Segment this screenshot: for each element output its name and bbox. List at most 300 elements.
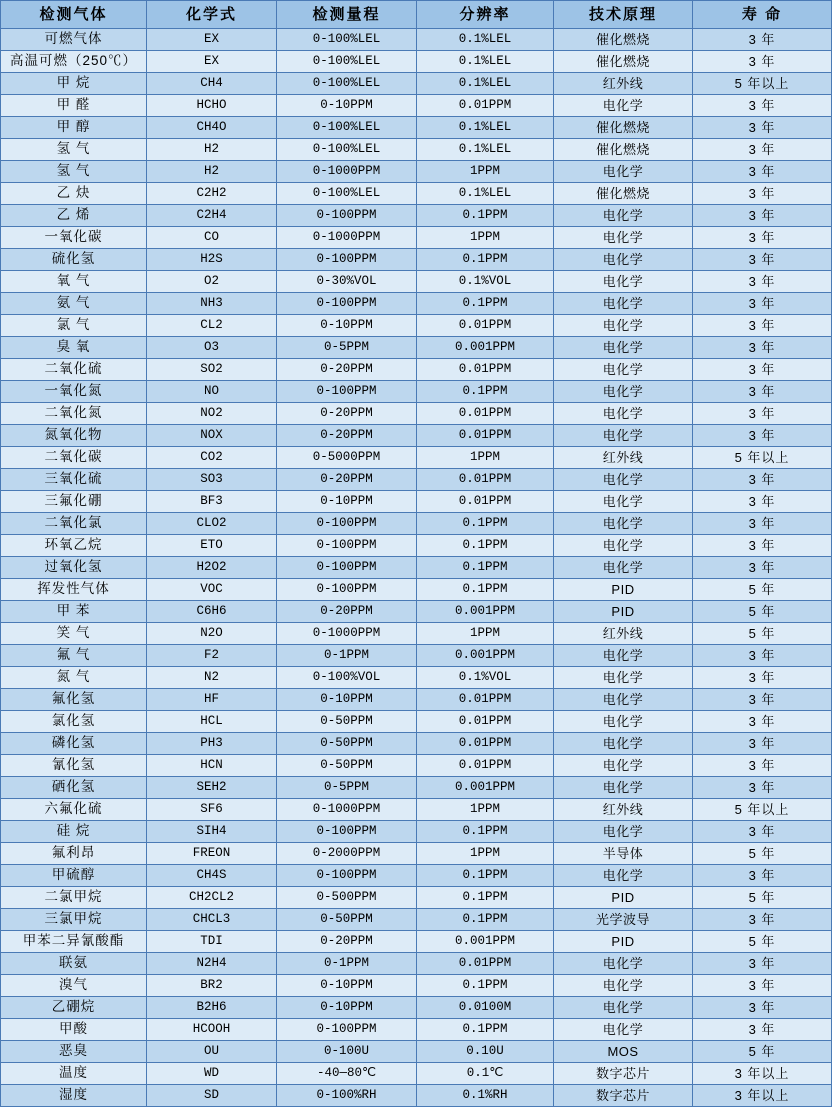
cell-lifetime: 3 年: [693, 293, 832, 315]
cell-lifetime: 5 年: [693, 843, 832, 865]
cell-lifetime: 3 年: [693, 139, 832, 161]
table-row: [1, 469, 832, 491]
column-header-technology: 技术原理: [554, 1, 693, 29]
cell-lifetime: 3 年: [693, 711, 832, 733]
cell-resolution: 0.1PPM: [417, 975, 554, 997]
cell-technology: 电化学: [554, 249, 693, 271]
cell-gas: 六氟化硫: [1, 799, 147, 821]
cell-gas: 一氧化氮: [1, 381, 147, 403]
cell-resolution: 0.1%LEL: [417, 183, 554, 205]
cell-range: 0-20PPM: [277, 931, 417, 953]
cell-gas: 硅 烷: [1, 821, 147, 843]
table-row: [1, 535, 832, 557]
table-row: [1, 865, 832, 887]
cell-resolution: 0.01PPM: [417, 359, 554, 381]
table-row: [1, 1085, 832, 1107]
cell-formula: CLO2: [147, 513, 277, 535]
cell-technology: 电化学: [554, 227, 693, 249]
cell-resolution: 1PPM: [417, 447, 554, 469]
cell-technology: 电化学: [554, 645, 693, 667]
cell-resolution: 0.001PPM: [417, 645, 554, 667]
cell-gas: 甲 醛: [1, 95, 147, 117]
cell-formula: WD: [147, 1063, 277, 1085]
cell-lifetime: 3 年以上: [693, 1063, 832, 1085]
cell-range: 0-5PPM: [277, 777, 417, 799]
cell-gas: 溴气: [1, 975, 147, 997]
cell-technology: 电化学: [554, 975, 693, 997]
cell-resolution: 0.1%LEL: [417, 51, 554, 73]
cell-gas: 氰化氢: [1, 755, 147, 777]
cell-formula: SO3: [147, 469, 277, 491]
cell-lifetime: 3 年: [693, 183, 832, 205]
cell-range: 0-100%VOL: [277, 667, 417, 689]
cell-gas: 一氧化碳: [1, 227, 147, 249]
cell-technology: PID: [554, 887, 693, 909]
cell-lifetime: 5 年: [693, 579, 832, 601]
cell-resolution: 0.1PPM: [417, 535, 554, 557]
cell-lifetime: 3 年: [693, 249, 832, 271]
cell-technology: 数字芯片: [554, 1063, 693, 1085]
cell-gas: 氧 气: [1, 271, 147, 293]
cell-technology: 半导体: [554, 843, 693, 865]
cell-technology: 电化学: [554, 689, 693, 711]
cell-range: 0-20PPM: [277, 425, 417, 447]
cell-technology: 电化学: [554, 205, 693, 227]
cell-resolution: 0.001PPM: [417, 931, 554, 953]
cell-formula: NOX: [147, 425, 277, 447]
cell-technology: 电化学: [554, 161, 693, 183]
cell-gas: 环氧乙烷: [1, 535, 147, 557]
cell-lifetime: 3 年: [693, 403, 832, 425]
cell-formula: NO: [147, 381, 277, 403]
cell-range: 0-100U: [277, 1041, 417, 1063]
cell-gas: 氮氧化物: [1, 425, 147, 447]
cell-gas: 甲 烷: [1, 73, 147, 95]
cell-formula: H2O2: [147, 557, 277, 579]
cell-lifetime: 3 年: [693, 359, 832, 381]
cell-formula: NO2: [147, 403, 277, 425]
cell-gas: 甲苯二异氰酸酯: [1, 931, 147, 953]
cell-formula: HCL: [147, 711, 277, 733]
cell-formula: F2: [147, 645, 277, 667]
cell-range: 0-100%LEL: [277, 117, 417, 139]
cell-gas: 三氯甲烷: [1, 909, 147, 931]
cell-gas: 甲 醇: [1, 117, 147, 139]
cell-range: 0-10PPM: [277, 315, 417, 337]
cell-resolution: 1PPM: [417, 623, 554, 645]
cell-lifetime: 5 年以上: [693, 73, 832, 95]
cell-resolution: 0.001PPM: [417, 777, 554, 799]
cell-formula: O2: [147, 271, 277, 293]
cell-formula: ETO: [147, 535, 277, 557]
cell-gas: 甲硫醇: [1, 865, 147, 887]
table-row: [1, 205, 832, 227]
cell-formula: CH2CL2: [147, 887, 277, 909]
cell-formula: C6H6: [147, 601, 277, 623]
cell-lifetime: 3 年: [693, 95, 832, 117]
cell-resolution: 0.1PPM: [417, 909, 554, 931]
table-row: [1, 249, 832, 271]
cell-resolution: 0.1PPM: [417, 821, 554, 843]
cell-range: 0-100%LEL: [277, 139, 417, 161]
cell-gas: 二氯甲烷: [1, 887, 147, 909]
cell-range: 0-1000PPM: [277, 623, 417, 645]
column-header-resolution: 分辨率: [417, 1, 554, 29]
cell-range: 0-1000PPM: [277, 227, 417, 249]
cell-resolution: 0.001PPM: [417, 337, 554, 359]
cell-lifetime: 3 年: [693, 469, 832, 491]
cell-lifetime: 3 年: [693, 909, 832, 931]
cell-lifetime: 3 年: [693, 557, 832, 579]
cell-lifetime: 3 年: [693, 755, 832, 777]
cell-lifetime: 3 年: [693, 117, 832, 139]
cell-technology: 电化学: [554, 997, 693, 1019]
cell-formula: SO2: [147, 359, 277, 381]
cell-formula: HCOOH: [147, 1019, 277, 1041]
cell-lifetime: 3 年: [693, 953, 832, 975]
cell-resolution: 0.01PPM: [417, 491, 554, 513]
cell-technology: 电化学: [554, 1019, 693, 1041]
cell-resolution: 0.1PPM: [417, 293, 554, 315]
cell-technology: 电化学: [554, 403, 693, 425]
cell-formula: CH4S: [147, 865, 277, 887]
cell-formula: CH4: [147, 73, 277, 95]
cell-range: 0-100PPM: [277, 579, 417, 601]
table-row: [1, 645, 832, 667]
cell-range: 0-100PPM: [277, 249, 417, 271]
cell-technology: 红外线: [554, 73, 693, 95]
cell-lifetime: 5 年以上: [693, 447, 832, 469]
table-row: [1, 975, 832, 997]
cell-formula: C2H2: [147, 183, 277, 205]
cell-technology: 电化学: [554, 513, 693, 535]
table-row: [1, 117, 832, 139]
cell-lifetime: 3 年: [693, 227, 832, 249]
cell-range: 0-100PPM: [277, 513, 417, 535]
cell-formula: CO: [147, 227, 277, 249]
cell-gas: 高温可燃（250℃）: [1, 51, 147, 73]
cell-lifetime: 3 年: [693, 51, 832, 73]
cell-resolution: 0.1PPM: [417, 513, 554, 535]
cell-technology: 电化学: [554, 315, 693, 337]
cell-range: 0-100PPM: [277, 865, 417, 887]
cell-resolution: 0.01PPM: [417, 425, 554, 447]
cell-technology: 红外线: [554, 623, 693, 645]
cell-gas: 二氧化氮: [1, 403, 147, 425]
cell-gas: 氟化氢: [1, 689, 147, 711]
cell-gas: 臭 氧: [1, 337, 147, 359]
cell-gas: 氨 气: [1, 293, 147, 315]
cell-technology: PID: [554, 579, 693, 601]
cell-lifetime: 3 年: [693, 667, 832, 689]
cell-resolution: 0.1PPM: [417, 205, 554, 227]
cell-resolution: 0.001PPM: [417, 601, 554, 623]
cell-gas: 乙 炔: [1, 183, 147, 205]
cell-range: 0-100PPM: [277, 1019, 417, 1041]
cell-range: 0-100PPM: [277, 381, 417, 403]
cell-range: 0-50PPM: [277, 755, 417, 777]
cell-resolution: 0.01PPM: [417, 689, 554, 711]
cell-formula: SIH4: [147, 821, 277, 843]
column-header-lifetime: 寿 命: [693, 1, 832, 29]
cell-lifetime: 5 年: [693, 623, 832, 645]
cell-lifetime: 3 年: [693, 425, 832, 447]
table-row: [1, 315, 832, 337]
cell-range: 0-1PPM: [277, 953, 417, 975]
cell-formula: VOC: [147, 579, 277, 601]
cell-formula: FREON: [147, 843, 277, 865]
table-row: [1, 557, 832, 579]
cell-resolution: 0.1%VOL: [417, 667, 554, 689]
cell-technology: 电化学: [554, 821, 693, 843]
cell-lifetime: 3 年: [693, 535, 832, 557]
cell-technology: 电化学: [554, 557, 693, 579]
cell-resolution: 0.01PPM: [417, 403, 554, 425]
cell-lifetime: 3 年: [693, 513, 832, 535]
cell-lifetime: 3 年: [693, 381, 832, 403]
column-header-gas: 检测气体: [1, 1, 147, 29]
cell-formula: HCN: [147, 755, 277, 777]
cell-technology: PID: [554, 601, 693, 623]
column-header-formula: 化学式: [147, 1, 277, 29]
cell-formula: SD: [147, 1085, 277, 1107]
table-row: [1, 293, 832, 315]
table-row: [1, 359, 832, 381]
cell-technology: 催化燃烧: [554, 183, 693, 205]
cell-gas: 恶臭: [1, 1041, 147, 1063]
column-header-range: 检测量程: [277, 1, 417, 29]
cell-formula: EX: [147, 29, 277, 51]
table-row: [1, 909, 832, 931]
cell-formula: N2H4: [147, 953, 277, 975]
table-row: [1, 1041, 832, 1063]
cell-formula: BR2: [147, 975, 277, 997]
cell-technology: 电化学: [554, 271, 693, 293]
table-row: [1, 755, 832, 777]
cell-technology: 红外线: [554, 799, 693, 821]
cell-formula: PH3: [147, 733, 277, 755]
cell-lifetime: 3 年: [693, 865, 832, 887]
cell-technology: 电化学: [554, 381, 693, 403]
table-row: [1, 29, 832, 51]
cell-gas: 过氧化氢: [1, 557, 147, 579]
cell-range: 0-50PPM: [277, 711, 417, 733]
cell-gas: 氢 气: [1, 161, 147, 183]
cell-gas: 硫化氢: [1, 249, 147, 271]
cell-technology: 催化燃烧: [554, 117, 693, 139]
cell-gas: 氯化氢: [1, 711, 147, 733]
cell-gas: 三氟化硼: [1, 491, 147, 513]
cell-resolution: 0.01PPM: [417, 315, 554, 337]
cell-resolution: 0.1%LEL: [417, 73, 554, 95]
cell-technology: 红外线: [554, 447, 693, 469]
cell-range: 0-5000PPM: [277, 447, 417, 469]
cell-gas: 乙 烯: [1, 205, 147, 227]
table-row: [1, 711, 832, 733]
cell-range: 0-20PPM: [277, 469, 417, 491]
cell-gas: 氮 气: [1, 667, 147, 689]
cell-range: 0-1000PPM: [277, 161, 417, 183]
cell-range: 0-100%LEL: [277, 183, 417, 205]
cell-resolution: 0.01PPM: [417, 95, 554, 117]
cell-formula: H2S: [147, 249, 277, 271]
cell-resolution: 0.1%RH: [417, 1085, 554, 1107]
table-row: [1, 95, 832, 117]
cell-resolution: 1PPM: [417, 161, 554, 183]
table-row: [1, 227, 832, 249]
cell-resolution: 1PPM: [417, 799, 554, 821]
cell-lifetime: 3 年: [693, 821, 832, 843]
table-row: [1, 425, 832, 447]
cell-formula: HCHO: [147, 95, 277, 117]
table-row: [1, 733, 832, 755]
header-row: [1, 1, 832, 29]
cell-resolution: 0.1PPM: [417, 887, 554, 909]
cell-lifetime: 5 年: [693, 1041, 832, 1063]
cell-technology: 电化学: [554, 953, 693, 975]
table-row: [1, 51, 832, 73]
cell-resolution: 0.01PPM: [417, 711, 554, 733]
cell-resolution: 1PPM: [417, 843, 554, 865]
table-row: [1, 799, 832, 821]
cell-lifetime: 3 年: [693, 645, 832, 667]
cell-formula: EX: [147, 51, 277, 73]
cell-gas: 二氧化氯: [1, 513, 147, 535]
cell-technology: 电化学: [554, 337, 693, 359]
cell-range: 0-100%LEL: [277, 29, 417, 51]
table-row: [1, 997, 832, 1019]
cell-lifetime: 5 年: [693, 601, 832, 623]
cell-gas: 二氧化碳: [1, 447, 147, 469]
table-row: [1, 337, 832, 359]
table-body: [1, 29, 832, 1107]
cell-range: 0-2000PPM: [277, 843, 417, 865]
cell-technology: 电化学: [554, 535, 693, 557]
cell-resolution: 0.1%LEL: [417, 29, 554, 51]
cell-resolution: 0.10U: [417, 1041, 554, 1063]
cell-technology: 电化学: [554, 425, 693, 447]
table-row: [1, 271, 832, 293]
cell-range: 0-10PPM: [277, 95, 417, 117]
cell-technology: 电化学: [554, 359, 693, 381]
cell-range: 0-100%LEL: [277, 51, 417, 73]
cell-gas: 氟 气: [1, 645, 147, 667]
cell-gas: 氢 气: [1, 139, 147, 161]
cell-resolution: 0.01PPM: [417, 733, 554, 755]
cell-formula: SEH2: [147, 777, 277, 799]
cell-formula: H2: [147, 161, 277, 183]
table-row: [1, 887, 832, 909]
cell-lifetime: 3 年: [693, 491, 832, 513]
cell-range: 0-20PPM: [277, 601, 417, 623]
table-row: [1, 777, 832, 799]
cell-range: -40—80℃: [277, 1063, 417, 1085]
cell-lifetime: 3 年: [693, 689, 832, 711]
cell-resolution: 0.0100M: [417, 997, 554, 1019]
cell-technology: 电化学: [554, 777, 693, 799]
cell-technology: MOS: [554, 1041, 693, 1063]
cell-range: 0-1PPM: [277, 645, 417, 667]
table-row: [1, 73, 832, 95]
cell-gas: 氟利昂: [1, 843, 147, 865]
cell-range: 0-10PPM: [277, 689, 417, 711]
cell-resolution: 0.01PPM: [417, 953, 554, 975]
cell-technology: 电化学: [554, 711, 693, 733]
cell-lifetime: 3 年: [693, 29, 832, 51]
cell-formula: TDI: [147, 931, 277, 953]
cell-technology: 电化学: [554, 667, 693, 689]
cell-gas: 氯 气: [1, 315, 147, 337]
cell-gas: 二氧化硫: [1, 359, 147, 381]
table-row: [1, 1019, 832, 1041]
cell-range: 0-20PPM: [277, 403, 417, 425]
cell-resolution: 0.1%VOL: [417, 271, 554, 293]
table-header: [1, 1, 832, 29]
cell-range: 0-5PPM: [277, 337, 417, 359]
cell-gas: 磷化氢: [1, 733, 147, 755]
cell-range: 0-10PPM: [277, 975, 417, 997]
cell-resolution: 0.1PPM: [417, 1019, 554, 1041]
cell-gas: 挥发性气体: [1, 579, 147, 601]
cell-resolution: 0.1PPM: [417, 865, 554, 887]
cell-resolution: 0.01PPM: [417, 755, 554, 777]
cell-resolution: 0.1PPM: [417, 381, 554, 403]
table-row: [1, 953, 832, 975]
table-row: [1, 491, 832, 513]
cell-gas: 可燃气体: [1, 29, 147, 51]
cell-technology: 电化学: [554, 95, 693, 117]
cell-resolution: 0.1%LEL: [417, 117, 554, 139]
table-row: [1, 931, 832, 953]
cell-lifetime: 5 年: [693, 931, 832, 953]
table-row: [1, 381, 832, 403]
cell-technology: 数字芯片: [554, 1085, 693, 1107]
cell-range: 0-100PPM: [277, 821, 417, 843]
cell-lifetime: 3 年: [693, 733, 832, 755]
cell-gas: 笑 气: [1, 623, 147, 645]
cell-resolution: 0.1℃: [417, 1063, 554, 1085]
table-row: [1, 139, 832, 161]
cell-formula: OU: [147, 1041, 277, 1063]
cell-technology: 催化燃烧: [554, 51, 693, 73]
cell-gas: 三氧化硫: [1, 469, 147, 491]
cell-gas: 乙硼烷: [1, 997, 147, 1019]
cell-range: 0-100PPM: [277, 535, 417, 557]
cell-lifetime: 3 年: [693, 271, 832, 293]
cell-formula: BF3: [147, 491, 277, 513]
cell-range: 0-100PPM: [277, 293, 417, 315]
cell-formula: SF6: [147, 799, 277, 821]
cell-technology: 催化燃烧: [554, 139, 693, 161]
table-row: [1, 689, 832, 711]
cell-lifetime: 3 年: [693, 777, 832, 799]
cell-technology: 催化燃烧: [554, 29, 693, 51]
table-row: [1, 667, 832, 689]
cell-range: 0-50PPM: [277, 909, 417, 931]
cell-range: 0-30%VOL: [277, 271, 417, 293]
cell-range: 0-10PPM: [277, 491, 417, 513]
cell-range: 0-100PPM: [277, 205, 417, 227]
cell-formula: B2H6: [147, 997, 277, 1019]
cell-range: 0-100PPM: [277, 557, 417, 579]
cell-technology: 电化学: [554, 865, 693, 887]
cell-resolution: 0.01PPM: [417, 469, 554, 491]
cell-resolution: 0.1PPM: [417, 579, 554, 601]
table-row: [1, 403, 832, 425]
cell-range: 0-20PPM: [277, 359, 417, 381]
cell-lifetime: 3 年: [693, 205, 832, 227]
table-row: [1, 579, 832, 601]
